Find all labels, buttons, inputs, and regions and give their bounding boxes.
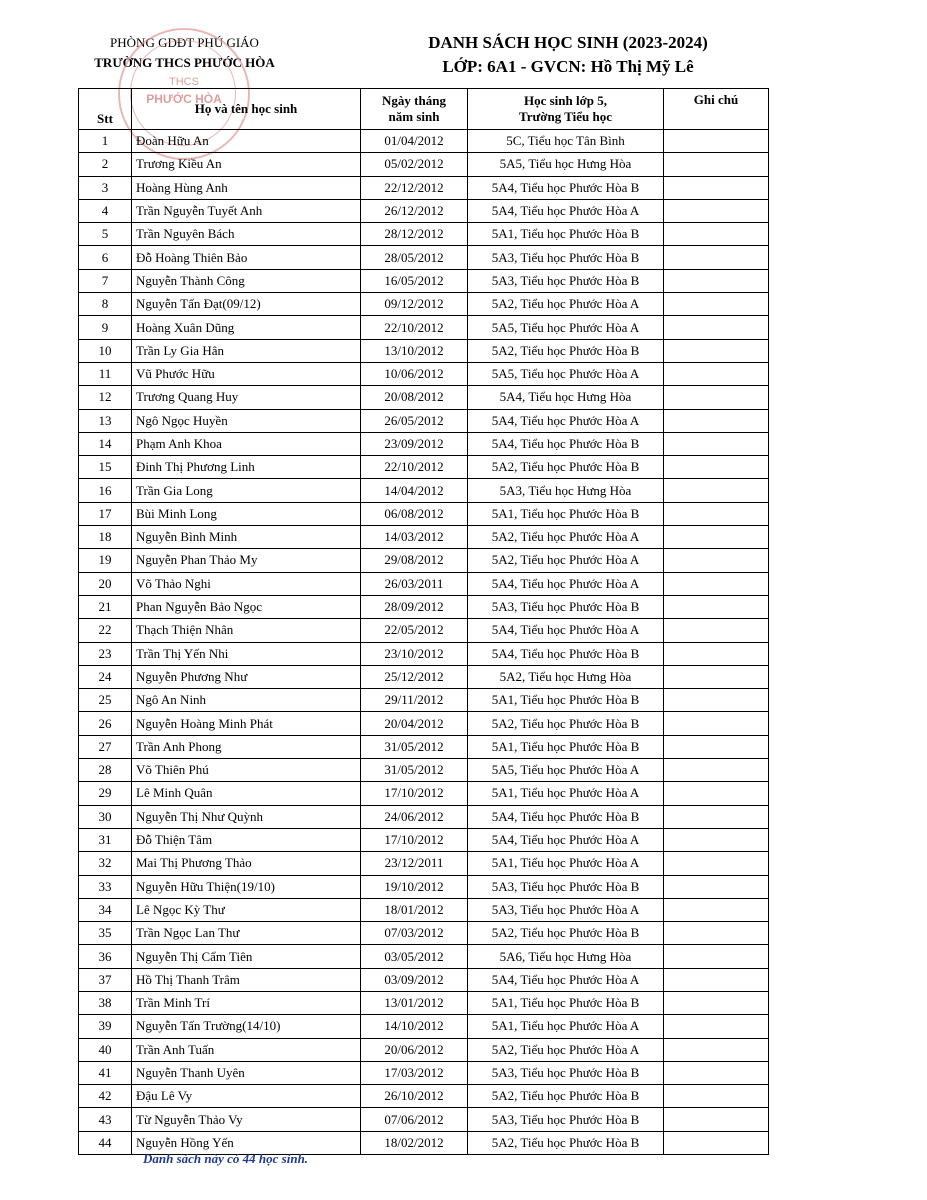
cell-note <box>664 1061 769 1084</box>
cell-stt: 26 <box>79 712 132 735</box>
cell-note <box>664 223 769 246</box>
cell-name: Trần Nguyên Bách <box>132 223 361 246</box>
cell-dob: 24/06/2012 <box>361 805 468 828</box>
cell-note <box>664 1131 769 1154</box>
table-row <box>79 223 769 246</box>
table-row <box>79 828 769 851</box>
cell-stt: 9 <box>79 316 132 339</box>
cell-stt: 4 <box>79 199 132 222</box>
table-row <box>79 759 769 782</box>
cell-stt: 30 <box>79 805 132 828</box>
cell-primary-school: 5A5, Tiểu học Hưng Hòa <box>468 153 664 176</box>
cell-note <box>664 642 769 665</box>
table-row <box>79 130 769 153</box>
cell-dob: 29/11/2012 <box>361 689 468 712</box>
cell-dob: 20/06/2012 <box>361 1038 468 1061</box>
cell-primary-school: 5A4, Tiểu học Phước Hòa A <box>468 619 664 642</box>
cell-primary-school: 5A4, Tiểu học Phước Hòa A <box>468 409 664 432</box>
cell-note <box>664 246 769 269</box>
cell-note <box>664 456 769 479</box>
cell-primary-school: 5A3, Tiểu học Hưng Hòa <box>468 479 664 502</box>
table-row <box>79 805 769 828</box>
cell-note <box>664 595 769 618</box>
cell-name: Trương Quang Huy <box>132 386 361 409</box>
table-row <box>79 1085 769 1108</box>
cell-primary-school: 5A2, Tiểu học Phước Hòa A <box>468 293 664 316</box>
cell-primary-school: 5A2, Tiểu học Phước Hòa A <box>468 549 664 572</box>
cell-name: Lê Ngọc Kỳ Thư <box>132 898 361 921</box>
table-row <box>79 432 769 455</box>
cell-stt: 42 <box>79 1085 132 1108</box>
cell-dob: 01/04/2012 <box>361 130 468 153</box>
cell-name: Trần Ly Gia Hân <box>132 339 361 362</box>
table-row <box>79 246 769 269</box>
cell-dob: 26/12/2012 <box>361 199 468 222</box>
cell-stt: 25 <box>79 689 132 712</box>
cell-dob: 18/02/2012 <box>361 1131 468 1154</box>
cell-name: Trương Kiều An <box>132 153 361 176</box>
cell-dob: 23/12/2011 <box>361 852 468 875</box>
cell-name: Võ Thảo Nghi <box>132 572 361 595</box>
cell-dob: 10/06/2012 <box>361 362 468 385</box>
cell-stt: 44 <box>79 1131 132 1154</box>
table-row <box>79 176 769 199</box>
cell-stt: 5 <box>79 223 132 246</box>
table-row <box>79 712 769 735</box>
cell-name: Thạch Thiện Nhân <box>132 619 361 642</box>
cell-primary-school: 5A1, Tiểu học Phước Hòa B <box>468 502 664 525</box>
cell-name: Nguyễn Tấn Trường(14/10) <box>132 1015 361 1038</box>
cell-dob: 03/05/2012 <box>361 945 468 968</box>
cell-dob: 07/03/2012 <box>361 922 468 945</box>
cell-dob: 26/03/2011 <box>361 572 468 595</box>
cell-primary-school: 5A3, Tiểu học Phước Hòa B <box>468 246 664 269</box>
table-row <box>79 875 769 898</box>
column-header-primary-school: Học sinh lớp 5, Trường Tiểu học <box>468 89 664 130</box>
cell-primary-school: 5A3, Tiểu học Phước Hòa B <box>468 1061 664 1084</box>
cell-primary-school: 5A3, Tiểu học Phước Hòa B <box>468 1108 664 1131</box>
document-title: DANH SÁCH HỌC SINH (2023-2024) <box>428 33 708 52</box>
cell-dob: 14/03/2012 <box>361 526 468 549</box>
cell-note <box>664 153 769 176</box>
cell-primary-school: 5A1, Tiểu học Phước Hòa B <box>468 991 664 1014</box>
table-row <box>79 922 769 945</box>
cell-note <box>664 386 769 409</box>
table-row <box>79 362 769 385</box>
cell-note <box>664 735 769 758</box>
cell-name: Trần Ngọc Lan Thư <box>132 922 361 945</box>
table-row <box>79 852 769 875</box>
cell-stt: 40 <box>79 1038 132 1061</box>
table-header-row <box>79 89 769 130</box>
cell-note <box>664 502 769 525</box>
cell-primary-school: 5A1, Tiểu học Phước Hòa B <box>468 735 664 758</box>
cell-note <box>664 1085 769 1108</box>
cell-name: Nguyễn Thanh Uyên <box>132 1061 361 1084</box>
cell-primary-school: 5A2, Tiểu học Phước Hòa B <box>468 712 664 735</box>
cell-primary-school: 5A6, Tiểu học Hưng Hòa <box>468 945 664 968</box>
cell-note <box>664 1015 769 1038</box>
cell-primary-school: 5A4, Tiểu học Phước Hòa A <box>468 828 664 851</box>
cell-note <box>664 176 769 199</box>
cell-stt: 29 <box>79 782 132 805</box>
cell-note <box>664 805 769 828</box>
cell-primary-school: 5A2, Tiểu học Hưng Hòa <box>468 665 664 688</box>
cell-name: Phan Nguyễn Bảo Ngọc <box>132 595 361 618</box>
column-header-name: Họ và tên học sinh <box>132 89 361 130</box>
cell-name: Hồ Thị Thanh Trâm <box>132 968 361 991</box>
cell-stt: 33 <box>79 875 132 898</box>
table-row <box>79 199 769 222</box>
cell-note <box>664 526 769 549</box>
cell-primary-school: 5A3, Tiểu học Phước Hòa B <box>468 269 664 292</box>
school-name: TRƯỜNG THCS PHƯỚC HÒA <box>94 55 275 70</box>
table-row <box>79 1108 769 1131</box>
cell-primary-school: 5A4, Tiểu học Phước Hòa A <box>468 968 664 991</box>
table-row <box>79 316 769 339</box>
cell-primary-school: 5A4, Tiểu học Phước Hòa A <box>468 199 664 222</box>
cell-primary-school: 5A2, Tiểu học Phước Hòa B <box>468 1131 664 1154</box>
cell-name: Nguyễn Thị Cẩm Tiên <box>132 945 361 968</box>
cell-note <box>664 689 769 712</box>
table-row <box>79 572 769 595</box>
cell-name: Hoàng Hùng Anh <box>132 176 361 199</box>
cell-note <box>664 1108 769 1131</box>
cell-primary-school: 5A3, Tiểu học Phước Hòa A <box>468 898 664 921</box>
cell-name: Nguyễn Hồng Yến <box>132 1131 361 1154</box>
cell-dob: 07/06/2012 <box>361 1108 468 1131</box>
cell-note <box>664 759 769 782</box>
cell-primary-school: 5A2, Tiểu học Phước Hòa A <box>468 526 664 549</box>
cell-dob: 17/03/2012 <box>361 1061 468 1084</box>
cell-name: Ngô An Ninh <box>132 689 361 712</box>
column-header-note: Ghi chú <box>664 89 769 130</box>
cell-stt: 43 <box>79 1108 132 1131</box>
cell-name: Nguyễn Bình Minh <box>132 526 361 549</box>
cell-stt: 32 <box>79 852 132 875</box>
cell-note <box>664 199 769 222</box>
cell-note <box>664 991 769 1014</box>
cell-dob: 31/05/2012 <box>361 759 468 782</box>
cell-primary-school: 5A3, Tiểu học Phước Hòa B <box>468 595 664 618</box>
cell-stt: 21 <box>79 595 132 618</box>
student-table <box>78 88 769 1155</box>
table-row <box>79 968 769 991</box>
cell-primary-school: 5A4, Tiểu học Phước Hòa A <box>468 572 664 595</box>
cell-primary-school: 5C, Tiểu học Tân Bình <box>468 130 664 153</box>
cell-note <box>664 852 769 875</box>
class-line: LỚP: 6A1 - GVCN: Hồ Thị Mỹ Lê <box>442 57 694 76</box>
cell-name: Trần Minh Trí <box>132 991 361 1014</box>
cell-dob: 09/12/2012 <box>361 293 468 316</box>
cell-note <box>664 339 769 362</box>
cell-stt: 39 <box>79 1015 132 1038</box>
document-title-block <box>378 31 758 79</box>
table-row <box>79 642 769 665</box>
table-row <box>79 409 769 432</box>
column-header-stt: Stt <box>79 89 132 130</box>
table-row <box>79 619 769 642</box>
cell-stt: 16 <box>79 479 132 502</box>
cell-primary-school: 5A5, Tiểu học Phước Hòa A <box>468 316 664 339</box>
table-row <box>79 153 769 176</box>
cell-stt: 35 <box>79 922 132 945</box>
cell-stt: 7 <box>79 269 132 292</box>
cell-note <box>664 409 769 432</box>
cell-stt: 37 <box>79 968 132 991</box>
cell-stt: 2 <box>79 153 132 176</box>
cell-stt: 15 <box>79 456 132 479</box>
footer-note: Danh sách này có 44 học sinh. <box>143 1151 309 1166</box>
table-row <box>79 782 769 805</box>
table-row <box>79 293 769 316</box>
cell-name: Ngô Ngọc Huyền <box>132 409 361 432</box>
cell-note <box>664 362 769 385</box>
cell-note <box>664 922 769 945</box>
cell-name: Trần Anh Phong <box>132 735 361 758</box>
cell-primary-school: 5A2, Tiểu học Phước Hòa B <box>468 922 664 945</box>
cell-stt: 41 <box>79 1061 132 1084</box>
cell-dob: 28/09/2012 <box>361 595 468 618</box>
cell-dob: 19/10/2012 <box>361 875 468 898</box>
cell-name: Trần Thị Yến Nhi <box>132 642 361 665</box>
cell-name: Từ Nguyễn Thảo Vy <box>132 1108 361 1131</box>
cell-primary-school: 5A1, Tiểu học Phước Hòa A <box>468 1015 664 1038</box>
cell-note <box>664 316 769 339</box>
cell-stt: 31 <box>79 828 132 851</box>
department-name: PHÒNG GDĐT PHÚ GIÁO <box>110 35 259 50</box>
cell-name: Nguyễn Tấn Đạt(09/12) <box>132 293 361 316</box>
table-row <box>79 665 769 688</box>
cell-primary-school: 5A2, Tiểu học Phước Hòa A <box>468 1038 664 1061</box>
cell-dob: 22/05/2012 <box>361 619 468 642</box>
cell-dob: 29/08/2012 <box>361 549 468 572</box>
cell-note <box>664 549 769 572</box>
cell-stt: 18 <box>79 526 132 549</box>
cell-note <box>664 782 769 805</box>
cell-primary-school: 5A2, Tiểu học Phước Hòa B <box>468 456 664 479</box>
table-row <box>79 945 769 968</box>
column-header-dob: Ngày tháng năm sinh <box>361 89 468 130</box>
cell-name: Mai Thị Phương Thảo <box>132 852 361 875</box>
cell-note <box>664 875 769 898</box>
cell-note <box>664 130 769 153</box>
cell-primary-school: 5A1, Tiểu học Phước Hòa A <box>468 852 664 875</box>
cell-note <box>664 619 769 642</box>
cell-name: Nguyễn Hữu Thiện(19/10) <box>132 875 361 898</box>
cell-name: Nguyễn Thành Công <box>132 269 361 292</box>
cell-note <box>664 572 769 595</box>
cell-name: Phạm Anh Khoa <box>132 432 361 455</box>
cell-dob: 14/10/2012 <box>361 1015 468 1038</box>
cell-dob: 23/10/2012 <box>361 642 468 665</box>
cell-dob: 13/01/2012 <box>361 991 468 1014</box>
cell-stt: 34 <box>79 898 132 921</box>
cell-note <box>664 269 769 292</box>
table-row <box>79 595 769 618</box>
cell-note <box>664 712 769 735</box>
table-row <box>79 456 769 479</box>
cell-name: Nguyễn Phương Như <box>132 665 361 688</box>
cell-name: Trần Anh Tuấn <box>132 1038 361 1061</box>
cell-stt: 20 <box>79 572 132 595</box>
cell-primary-school: 5A2, Tiểu học Phước Hòa B <box>468 1085 664 1108</box>
cell-dob: 16/05/2012 <box>361 269 468 292</box>
table-row <box>79 991 769 1014</box>
cell-name: Trần Gia Long <box>132 479 361 502</box>
cell-note <box>664 945 769 968</box>
cell-primary-school: 5A4, Tiểu học Phước Hòa B <box>468 805 664 828</box>
cell-name: Hoàng Xuân Dũng <box>132 316 361 339</box>
cell-name: Nguyễn Phan Thảo My <box>132 549 361 572</box>
cell-note <box>664 828 769 851</box>
cell-dob: 26/10/2012 <box>361 1085 468 1108</box>
cell-note <box>664 432 769 455</box>
cell-dob: 22/12/2012 <box>361 176 468 199</box>
cell-note <box>664 898 769 921</box>
cell-name: Nguyễn Hoàng Minh Phát <box>132 712 361 735</box>
table-row <box>79 1015 769 1038</box>
school-stamp: THCS PHƯỚC HÒA <box>118 28 250 160</box>
cell-stt: 36 <box>79 945 132 968</box>
cell-primary-school: 5A1, Tiểu học Phước Hòa A <box>468 782 664 805</box>
cell-stt: 3 <box>79 176 132 199</box>
table-row <box>79 502 769 525</box>
cell-name: Đỗ Thiện Tâm <box>132 828 361 851</box>
cell-stt: 38 <box>79 991 132 1014</box>
cell-dob: 26/05/2012 <box>361 409 468 432</box>
cell-dob: 05/02/2012 <box>361 153 468 176</box>
table-row <box>79 1061 769 1084</box>
cell-note <box>664 665 769 688</box>
cell-name: Bùi Minh Long <box>132 502 361 525</box>
cell-dob: 03/09/2012 <box>361 968 468 991</box>
cell-dob: 14/04/2012 <box>361 479 468 502</box>
cell-stt: 27 <box>79 735 132 758</box>
cell-dob: 13/10/2012 <box>361 339 468 362</box>
cell-name: Lê Minh Quân <box>132 782 361 805</box>
cell-stt: 22 <box>79 619 132 642</box>
cell-stt: 10 <box>79 339 132 362</box>
cell-primary-school: 5A4, Tiểu học Phước Hòa B <box>468 176 664 199</box>
cell-name: Nguyễn Thị Như Quỳnh <box>132 805 361 828</box>
cell-stt: 1 <box>79 130 132 153</box>
table-row <box>79 269 769 292</box>
table-row <box>79 386 769 409</box>
cell-stt: 6 <box>79 246 132 269</box>
school-header <box>72 33 297 73</box>
cell-primary-school: 5A1, Tiểu học Phước Hòa B <box>468 223 664 246</box>
table-row <box>79 479 769 502</box>
cell-stt: 28 <box>79 759 132 782</box>
cell-name: Đỗ Hoàng Thiên Bảo <box>132 246 361 269</box>
cell-dob: 22/10/2012 <box>361 316 468 339</box>
cell-stt: 19 <box>79 549 132 572</box>
cell-primary-school: 5A3, Tiểu học Phước Hòa B <box>468 875 664 898</box>
cell-stt: 24 <box>79 665 132 688</box>
cell-dob: 17/10/2012 <box>361 828 468 851</box>
cell-stt: 11 <box>79 362 132 385</box>
cell-stt: 13 <box>79 409 132 432</box>
table-row <box>79 549 769 572</box>
cell-note <box>664 1038 769 1061</box>
cell-primary-school: 5A5, Tiểu học Phước Hòa A <box>468 362 664 385</box>
cell-name: Đinh Thị Phương Linh <box>132 456 361 479</box>
cell-primary-school: 5A2, Tiểu học Phước Hòa B <box>468 339 664 362</box>
table-row <box>79 898 769 921</box>
cell-dob: 23/09/2012 <box>361 432 468 455</box>
cell-stt: 14 <box>79 432 132 455</box>
cell-note <box>664 293 769 316</box>
cell-note <box>664 479 769 502</box>
table-row <box>79 1038 769 1061</box>
cell-dob: 31/05/2012 <box>361 735 468 758</box>
cell-name: Vũ Phước Hữu <box>132 362 361 385</box>
cell-dob: 28/12/2012 <box>361 223 468 246</box>
cell-dob: 06/08/2012 <box>361 502 468 525</box>
table-row <box>79 735 769 758</box>
cell-stt: 12 <box>79 386 132 409</box>
cell-name: Đậu Lê Vy <box>132 1085 361 1108</box>
cell-dob: 22/10/2012 <box>361 456 468 479</box>
cell-name: Võ Thiên Phú <box>132 759 361 782</box>
cell-stt: 17 <box>79 502 132 525</box>
cell-name: Trần Nguyễn Tuyết Anh <box>132 199 361 222</box>
cell-dob: 20/04/2012 <box>361 712 468 735</box>
cell-dob: 25/12/2012 <box>361 665 468 688</box>
cell-name: Đoàn Hữu An <box>132 130 361 153</box>
table-row <box>79 689 769 712</box>
cell-note <box>664 968 769 991</box>
cell-dob: 17/10/2012 <box>361 782 468 805</box>
cell-dob: 20/08/2012 <box>361 386 468 409</box>
cell-dob: 18/01/2012 <box>361 898 468 921</box>
table-row <box>79 339 769 362</box>
cell-stt: 23 <box>79 642 132 665</box>
cell-primary-school: 5A5, Tiểu học Phước Hòa A <box>468 759 664 782</box>
cell-primary-school: 5A4, Tiểu học Hưng Hòa <box>468 386 664 409</box>
table-row <box>79 526 769 549</box>
cell-primary-school: 5A1, Tiểu học Phước Hòa B <box>468 689 664 712</box>
cell-primary-school: 5A4, Tiểu học Phước Hòa B <box>468 432 664 455</box>
cell-dob: 28/05/2012 <box>361 246 468 269</box>
cell-stt: 8 <box>79 293 132 316</box>
cell-primary-school: 5A4, Tiểu học Phước Hòa B <box>468 642 664 665</box>
